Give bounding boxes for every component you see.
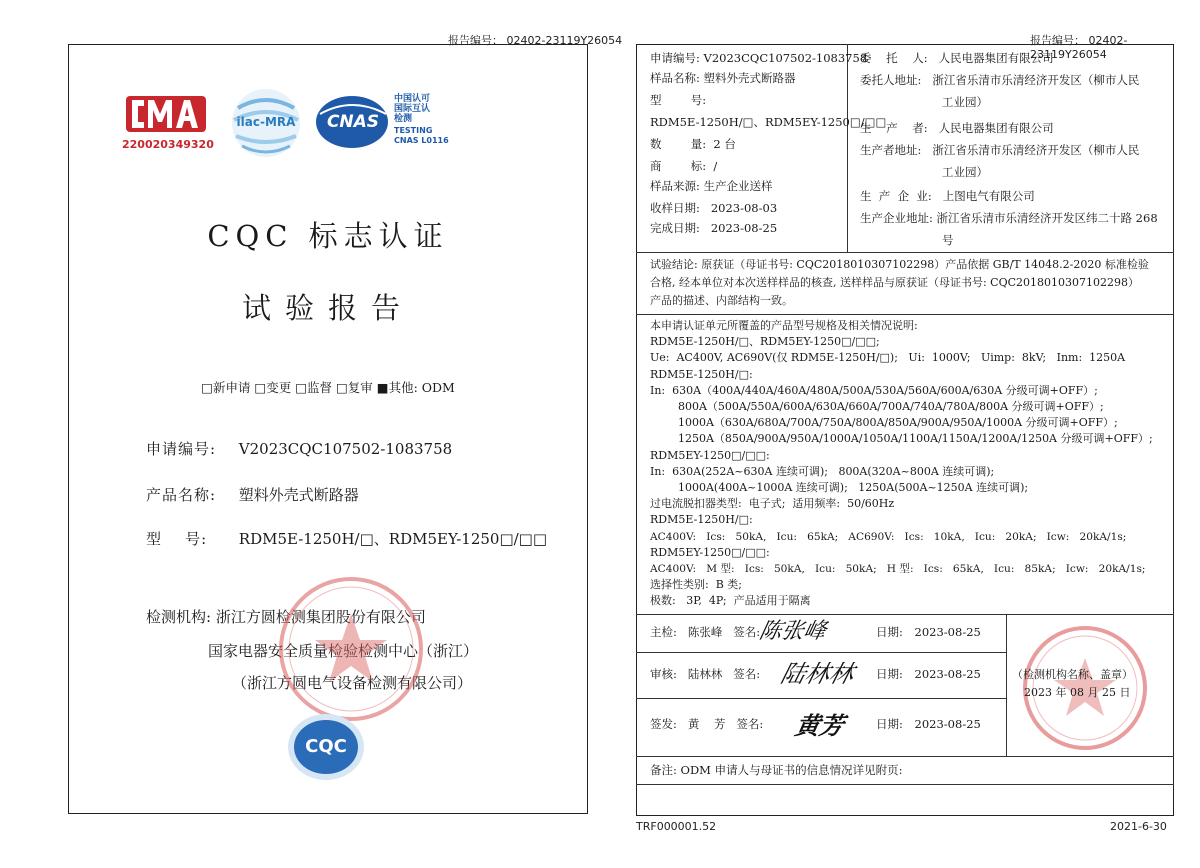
testing-institution-name: 浙江方圆检测集团股份有限公司 [215,608,426,626]
testing-institution-line3: （浙江方圆电气设备检测有限公司） [232,674,473,692]
test-conclusion-line1: 试验结论: 原获证（母证书号: CQC2018010307102298）产品依据 GB/T 14048.2-2020 标准检验 [650,258,1149,271]
spec-line: AC400V: M 型: Ics: 50kA, Icu: 50kA; H 型: Ics: 65kA, Icu: 85kA; Icw: 20kA/1s; [650,563,1146,576]
report-number-value-right: 02402-23119Y26054 [1030,34,1128,61]
report-number-value: 02402-23119Y26054 [506,34,623,47]
report-title-line2: 试验报告 [241,291,414,325]
remark: 备注: ODM 申请人与母证书的信息情况详见附页: [650,763,903,777]
test-conclusion-line3: 产品的描述、内部结构一致。 [650,294,793,307]
date-label: 日期: [876,625,903,639]
table-divider [636,252,1174,253]
date-value: 2023-08-25 [914,625,981,639]
left-application-number-label: 申请编号: [146,440,217,458]
table-divider [636,698,1006,699]
report-number-label-right: 报告编号： [1030,34,1085,47]
sample-model-label: 型 号: [650,93,707,107]
spec-line: 过电流脱扣器类型: 电子式; 适用频率: 50/60Hz [650,497,895,511]
left-product-name-label: 产品名称: [146,486,217,504]
spec-line: In: 630A（400A/440A/460A/480A/500A/530A/560A/600A/630A 分级可调+OFF）; [650,383,1098,397]
left-product-name-value: 塑料外壳式断路器 [238,486,359,504]
sample-quantity: 数 量: 2 台 [650,137,736,151]
date-label: 日期: [876,667,903,681]
reviewer-signature: 陆林林 [777,660,857,688]
left-application-number [146,438,452,459]
left-application-number-value: V2023CQC107502-1083758 [238,440,453,458]
cnas-en2: CNAS L0116 [394,136,449,145]
factory-address-line2: 号 [942,233,954,247]
spec-line: AC400V: Ics: 50kA, Icu: 65kA; AC690V: Ics: 10kA, Icu: 20kA; Icw: 20kA/1s; [650,530,1127,543]
seal-note: （检测机构名称、盖章） [1012,668,1133,681]
spec-line: In: 630A(252A~630A 连续可调); 800A(320A~800A 连续可调); [650,464,995,478]
left-model-label: 型 号: [146,530,208,548]
cma-code: 220020349320 [122,138,214,151]
manufacturer-address: 生产者地址: 浙江省乐清市乐清经济开发区（柳市人民 [860,143,1140,157]
client-address: 委托人地址: 浙江省乐清市乐清经济开发区（柳市人民 [860,73,1140,87]
cnas-logo-icon [314,92,464,152]
cma-logo-icon [122,90,214,154]
report-title-line1: CQC 标志认证 [207,219,449,253]
spec-line: 选择性类别: B 类; [650,578,742,592]
spec-line: RDM5EY-1250□/□□: [650,448,770,462]
test-conclusion-line2: 合格, 经本单位对本次送样样品的核查, 送样样品与原获证（母证书号: CQC2018010307102298） [650,276,1140,289]
form-version-date: 2021-6-30 [1110,820,1167,833]
left-model [146,528,547,549]
cnas-cn1: 中国认可 [394,94,431,104]
sample-name: 样品名称: 塑料外壳式断路器 [650,71,796,85]
table-divider [636,614,1174,615]
issuer: 签发: 黄 芳 签名: [650,717,764,731]
spec-line: 800A（500A/550A/600A/630A/660A/700A/740A/780A/800A 分级可调+OFF）; [650,400,1104,414]
seal-date: 2023 年 08 月 25 日 [1024,686,1131,699]
spec-line: RDM5E-1250H/□: [650,367,753,381]
cnas-text: CNAS [326,112,380,132]
official-seal-icon [276,574,426,724]
issuer-signature: 黄芳 [793,711,847,740]
spec-line: 1000A（630A/680A/700A/750A/800A/850A/900A/950A/1000A 分级可调+OFF）; [650,416,1118,430]
spec-line: Ue: AC400V, AC690V(仅 RDM5E-1250H/□); Ui: 1000V; Uimp: 8kV; Inm: 1250A [650,351,1126,365]
date-value: 2023-08-25 [914,667,981,681]
form-number: TRF000001.52 [636,820,717,833]
chief-inspector-signature: 陈张峰 [756,619,829,644]
spec-line: 1250A（850A/900A/950A/1000A/1050A/1100A/1150A/1200A/1250A 分级可调+OFF）; [650,432,1153,446]
spec-line: 本申请认证单元所覆盖的产品型号规格及相关情况说明: [650,319,918,332]
chief-inspector: 主检: 陈张峰 签名: [650,625,761,639]
client-address-line2: 工业园） [942,95,988,109]
date-value: 2023-08-25 [914,717,981,731]
sample-source: 样品来源: 生产企业送样 [650,179,773,193]
cqc-logo-icon [286,712,366,782]
spec-line: 极数: 3P, 4P; 产品适用于隔离 [650,594,811,608]
sample-trademark: 商 标: / [650,159,718,173]
manufacturer-name: 生 产 者: 人民电器集团有限公司 [860,121,1054,135]
reviewer-date [876,666,981,684]
spec-line: RDM5E-1250H/□: [650,513,753,527]
table-divider [636,784,1174,785]
left-product-name [146,484,359,505]
ilac-mra-logo-icon [226,86,306,160]
application-type-checkboxes: □新申请 □变更 □监督 □复审 ■其他: ODM [201,380,455,395]
sample-completed-date: 完成日期: 2023-08-25 [650,221,778,235]
testing-institution-line2: 国家电器安全质量检验检测中心（浙江） [208,642,479,660]
cqc-logo-text: CQC [305,736,347,757]
table-divider-vertical [1006,614,1007,756]
factory-name: 生 产 企 业: 上图电气有限公司 [860,189,1035,203]
spec-list [650,318,1153,610]
testing-institution-label: 检测机构: [146,608,212,626]
issuer-date [876,716,981,734]
cnas-cn2: 国际互认 [394,104,431,114]
client-name: 委 托 人: 人民电器集团有限公司 [860,51,1054,65]
reviewer: 审核: 陆林林 签名: [650,667,761,681]
chief-inspector-date [876,624,981,642]
factory-address: 生产企业地址: 浙江省乐清市乐清经济开发区纬二十路 268 [860,211,1158,225]
ilac-text: ilac-MRA [236,115,296,129]
sample-received-date: 收样日期: 2023-08-03 [650,201,778,215]
left-model-value: RDM5E-1250H/□、RDM5EY-1250□/□□ [238,530,548,548]
cnas-en1: TESTING [394,126,433,135]
table-divider-vertical [847,44,848,252]
date-label: 日期: [876,717,903,731]
cnas-cn3: 检测 [394,114,413,124]
sample-application-number: 申请编号: V2023CQC107502-1083758 [650,51,868,65]
report-number-label: 报告编号： [448,34,503,47]
table-divider [636,652,1006,653]
spec-line: 1000A(400A~1000A 连续可调); 1250A(500A~1250A 连续可调); [650,481,1029,495]
manufacturer-address-line2: 工业园） [942,165,988,179]
table-divider [636,314,1174,315]
table-divider [636,756,1174,757]
sample-model: RDM5E-1250H/□、RDM5EY-1250□/□□ [650,115,887,129]
spec-line: RDM5EY-1250□/□□: [650,545,770,559]
spec-line: RDM5E-1250H/□、RDM5EY-1250□/□□; [650,335,880,349]
